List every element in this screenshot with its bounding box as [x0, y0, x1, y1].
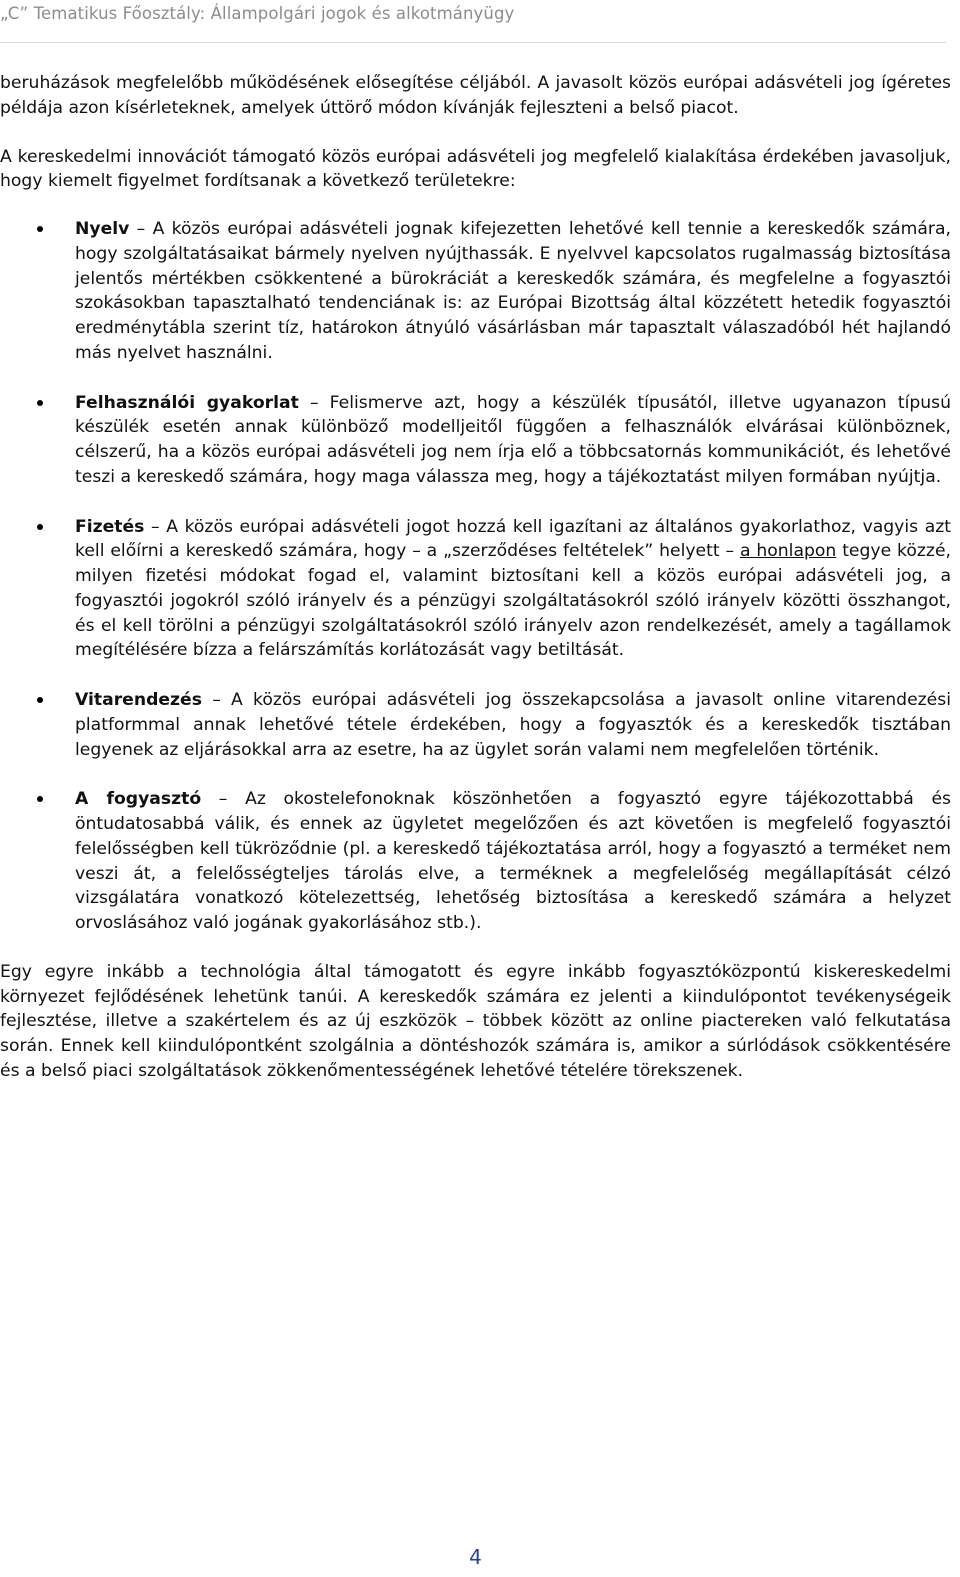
list-item-user-experience	[0, 391, 951, 490]
recommendation-list	[0, 217, 951, 936]
list-item-term: Fizetés	[75, 516, 145, 537]
bullet-icon	[37, 400, 43, 406]
underlined-phrase: a honlapon	[739, 541, 837, 562]
list-item-dispute-resolution	[0, 688, 951, 762]
list-item-payment	[0, 515, 951, 664]
list-item-text: – Az okostelefonoknak köszönhetően a fogyasztó egyre tájékozottabbá és öntudatosabbá válik, és ennek az ügyletet megelőzően és azt követően is megfelelő fogyasztói felelősségben kell tükröződnie (pl. a kereskedő tájékoztatása arról, hogy a fogyasztó a terméket nem veszi át, a felelősségteljes tárolás elve, a terméknek a megfelelőség megállapítását célzó vizsgálatára vonatkozó kötelezettség, lehetőség biztosítása a kereskedő számára a helyzet orvoslásához való jogának gyakorlásához stb.).	[75, 789, 951, 933]
list-item-text: – A közös európai adásvételi jognak kifejezetten lehetővé kell tennie a kereskedők számára, hogy szolgáltatásaikat bármely nyelven nyújthassák. E nyelvvel kapcsolatos rugalmasság biztosítása jelentős mértékben csökkentené a bürokráciát a kereskedők számára, és megfelelne a fogyasztói szokásokban tapasztalható tendenciának is: az Európai Bizottság által közzétett hetedik fogyasztói eredménytábla szerint tíz, határokon átnyúló vásárlásban már tapasztalt válaszadóból hét hajlandó más nyelvet használni.	[75, 219, 951, 363]
list-item-term: A fogyasztó	[75, 789, 202, 810]
header-title: „C” Tematikus Főosztály: Állampolgári jogok és alkotmányügy	[0, 4, 515, 23]
list-item-consumer	[0, 787, 951, 936]
body-paragraph: beruházások megfelelőbb működésének elősegítése céljából. A javasolt közös európai adásvételi jog ígéretes példája azon kísérleteknek, amelyek úttörő módon kívánják fejleszteni a belső piacot.	[0, 73, 951, 118]
list-item-language	[0, 217, 951, 366]
list-item-text: tegye közzé, milyen fizetési módokat fogad el, valamint biztosítani kell a közös európai adásvételi jog, a fogyasztói jogokról szóló irányelv és a pénzügyi szolgáltatásokról szóló irányelv közötti összhangot, és el kell törölni a pénzügyi szolgáltatásokról szóló irányelv azon rendelkezését, amely a tagállamok megítélésére bízza a felárszámítás korlátozását vagy betiltását.	[75, 541, 951, 661]
list-item-text: – A közös európai adásvételi jogot hozzá kell igazítani az általános gyakorlathoz, vagyis azt kell előírni a kereskedő számára, hogy – a „szerződéses feltételek” helyett –	[75, 516, 951, 562]
document-body	[0, 71, 951, 1084]
page-header	[0, 2, 946, 43]
list-item-term: Nyelv	[75, 219, 130, 239]
page-number: 4	[469, 1545, 482, 1569]
bullet-icon	[37, 524, 43, 530]
bullet-icon	[37, 226, 43, 232]
list-item-text: – A közös európai adásvételi jog összekapcsolása a javasolt online vitarendezési platformmal annak lehetővé tétele érdekében, hogy a fogyasztók és a kereskedők tisztában legyenek az eljárásokkal arra az esetre, ha az ügylet során valami nem megfelelően történik.	[75, 690, 951, 760]
bullet-icon	[37, 697, 43, 703]
body-paragraph: Egy egyre inkább a technológia által támogatott és egyre inkább fogyasztóközpontú kiskereskedelmi környezet fejlődésének lehetünk tanúi. A kereskedők számára ez jelenti a kiindulópontot tevékenységeik fejlesztése, illetve a szakértelem és az új eszközök – többek között az online piactereken való felkutatása során. Ennek kell kiindulópontként szolgálnia a döntéshozók számára is, amikor a súrlódások csökkentésére és a belső piaci szolgáltatások zökkenőmentességének lehetővé tételére törekszenek.	[0, 961, 951, 1081]
list-item-term: Felhasználói gyakorlat	[75, 392, 299, 413]
bullet-icon	[37, 796, 43, 802]
body-paragraph: A kereskedelmi innovációt támogató közös európai adásvételi jog megfelelő kialakítása érdekében javasoljuk, hogy kiemelt figyelmet fordítsanak a következő területekre:	[0, 146, 951, 192]
list-item-term: Vitarendezés	[75, 690, 202, 710]
list-item-text: – Felismerve azt, hogy a készülék típusától, illetve ugyanazon típusú készülék esetén annak különböző modelljeitől függően a felhasználók elvárásai különböznek, célszerű, ha a közös európai adásvételi jog nem írja elő a többcsatornás kommunikációt, és lehetővé teszi a kereskedő számára, hogy maga válassza meg, hogy a tájékoztatást milyen formában nyújtja.	[75, 392, 951, 487]
